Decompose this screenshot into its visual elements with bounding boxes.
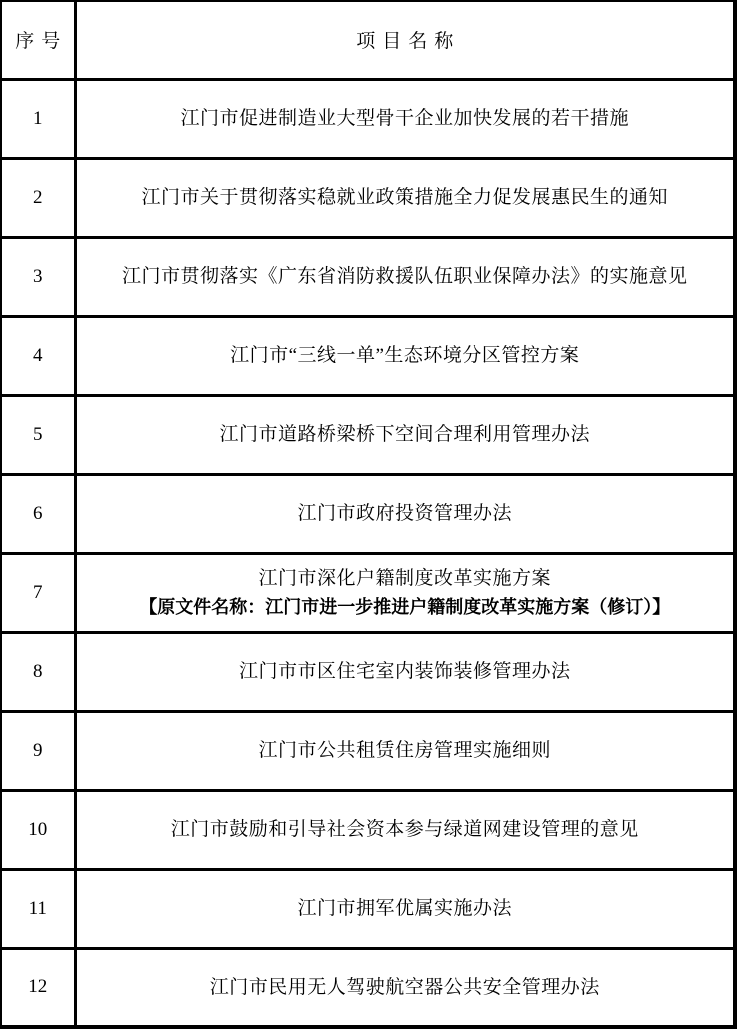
project-name-cell: 江门市市区住宅室内装饰装修管理办法 xyxy=(75,632,735,711)
row-number-cell: 9 xyxy=(1,711,75,790)
table-row xyxy=(1,316,735,395)
project-name-cell: 江门市关于贯彻落实稳就业政策措施全力促发展惠民生的通知 xyxy=(75,158,735,237)
project-name-cell: 江门市贯彻落实《广东省消防救援队伍职业保障办法》的实施意见 xyxy=(75,237,735,316)
header-project-name xyxy=(75,1,735,79)
row-number-cell: 6 xyxy=(1,474,75,553)
table-row xyxy=(1,869,735,948)
table-row xyxy=(1,790,735,869)
header-row xyxy=(1,1,735,79)
project-name-cell: 江门市促进制造业大型骨干企业加快发展的若干措施 xyxy=(75,79,735,158)
row-number-cell: 1 xyxy=(1,79,75,158)
table-row xyxy=(1,553,735,632)
row-number-cell: 2 xyxy=(1,158,75,237)
table-row xyxy=(1,158,735,237)
row-number-cell: 10 xyxy=(1,790,75,869)
project-name-cell: 江门市政府投资管理办法 xyxy=(75,474,735,553)
row-number-cell: 7 xyxy=(1,553,75,632)
row-number-cell: 4 xyxy=(1,316,75,395)
row-number-cell: 5 xyxy=(1,395,75,474)
header-serial-number-label: 序号 xyxy=(15,31,68,53)
project-name-cell: 江门市“三线一单”生态环境分区管控方案 xyxy=(75,316,735,395)
header-serial-number xyxy=(1,1,75,79)
project-name-cell: 江门市拥军优属实施办法 xyxy=(75,869,735,948)
table-header xyxy=(1,1,735,79)
project-name-title: 江门市深化户籍制度改革实施方案 xyxy=(258,567,551,589)
row-number-cell: 8 xyxy=(1,632,75,711)
table-row xyxy=(1,474,735,553)
project-name-cell: 江门市鼓励和引导社会资本参与绿道网建设管理的意见 xyxy=(75,790,735,869)
table-row xyxy=(1,79,735,158)
table-row xyxy=(1,711,735,790)
project-name-cell xyxy=(75,553,735,632)
table-row xyxy=(1,948,735,1027)
row-number-cell: 3 xyxy=(1,237,75,316)
table-body xyxy=(1,79,735,1027)
row-number-cell: 12 xyxy=(1,948,75,1027)
project-name-cell: 江门市民用无人驾驶航空器公共安全管理办法 xyxy=(75,948,735,1027)
table-row xyxy=(1,632,735,711)
row-number-cell: 11 xyxy=(1,869,75,948)
table-row xyxy=(1,237,735,316)
project-name-cell: 江门市公共租赁住房管理实施细则 xyxy=(75,711,735,790)
project-name-cell: 江门市道路桥梁桥下空间合理利用管理办法 xyxy=(75,395,735,474)
header-project-name-label: 项目名称 xyxy=(356,31,461,53)
project-name-original-note: 【原文件名称：江门市进一步推进户籍制度改革实施方案（修订）】 xyxy=(139,596,671,617)
table-row xyxy=(1,395,735,474)
